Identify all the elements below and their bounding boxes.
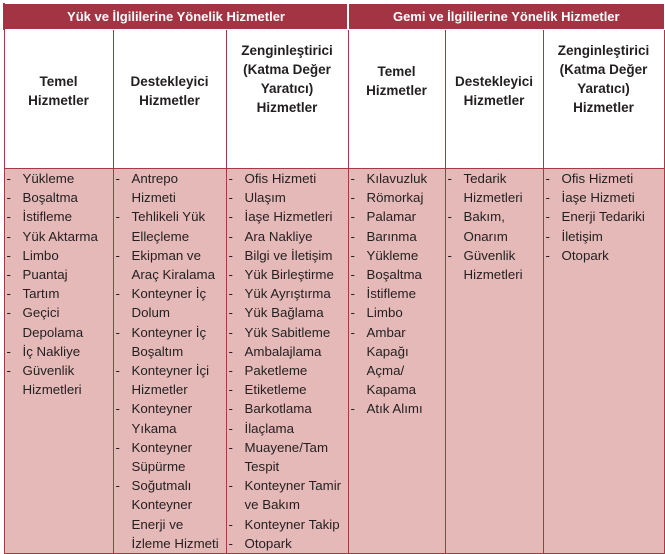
column-header	[4, 30, 113, 169]
list-item: - İstifleme	[349, 284, 445, 303]
column-header	[445, 30, 543, 169]
list-item: - Kılavuzluk	[349, 169, 445, 188]
list-item: - Enerji Tedariki	[544, 207, 664, 226]
header-line: Yaratıcı)	[260, 81, 314, 96]
list-item: - Otopark	[544, 246, 664, 265]
item-list	[227, 169, 348, 553]
list-item: - Ambalajlama	[227, 342, 348, 361]
column-header	[113, 30, 226, 169]
list-item: - Konteyner Yıkama	[114, 399, 226, 437]
list-item: - Bilgi ve İletişim	[227, 246, 348, 265]
list-item: - Yükleme	[349, 246, 445, 265]
header-line: Hizmetler	[573, 100, 634, 115]
list-item: - Yük Sabitleme	[227, 323, 348, 342]
list-item: - Güvenlik Hizmetleri	[446, 246, 543, 284]
column-header	[543, 30, 664, 169]
list-item: - Limbo	[5, 246, 113, 265]
list-item: - Konteyner Süpürme	[114, 438, 226, 476]
items-cell	[445, 169, 543, 554]
list-item: - Ofis Hizmeti	[227, 169, 348, 188]
list-item: - Puantaj	[5, 265, 113, 284]
list-item: - Yük Birleştirme	[227, 265, 348, 284]
list-item: - İlaçlama	[227, 419, 348, 438]
list-item: - Konteyner Tamir ve Bakım	[227, 476, 348, 514]
list-item: - Yükleme	[5, 169, 113, 188]
list-item: - Konteyner Takip	[227, 515, 348, 534]
list-item: - Ofis Hizmeti	[544, 169, 664, 188]
group-header-row	[4, 4, 664, 30]
list-item: - Soğutmalı Konteyner Enerji ve İzleme Hizmeti	[114, 476, 226, 553]
list-item: - Etiketleme	[227, 380, 348, 399]
item-list	[446, 169, 543, 284]
list-item: - Ara Nakliye	[227, 227, 348, 246]
header-line: Hizmetler	[463, 93, 525, 108]
item-list	[114, 169, 226, 553]
item-list	[544, 169, 664, 265]
header-line: Temel	[39, 74, 78, 89]
list-item: - Konteyner İçi Hizmetler	[114, 361, 226, 399]
header-line: Hizmetler	[28, 93, 89, 108]
list-item: - Otopark	[227, 534, 348, 553]
list-item: - Antrepo Hizmeti	[114, 169, 226, 207]
column-header	[348, 30, 445, 169]
header-line: Destekleyici	[130, 74, 209, 89]
list-item: - Ulaşım	[227, 188, 348, 207]
column-header-row	[4, 30, 664, 169]
item-list	[349, 169, 445, 419]
list-item: - Tedarik Hizmetleri	[446, 169, 543, 207]
list-item: - Tehlikeli Yük Elleçleme	[114, 207, 226, 245]
list-item: - İletişim	[544, 227, 664, 246]
list-item: - Bakım, Onarım	[446, 207, 543, 245]
header-line: Zenginleştirici	[557, 43, 650, 58]
items-cell	[113, 169, 226, 554]
items-cell	[226, 169, 348, 554]
list-item: - Barınma	[349, 227, 445, 246]
list-item: - Tartım	[5, 284, 113, 303]
header-line: Hizmetler	[139, 93, 200, 108]
list-item: - Konteyner İç Boşaltım	[114, 323, 226, 361]
list-item: - Yük Ayrıştırma	[227, 284, 348, 303]
header-line: Zenginleştirici	[241, 43, 333, 58]
column-header	[226, 30, 348, 169]
list-item: - Yük Bağlama	[227, 303, 348, 322]
list-item: - Ambar Kapağı Açma/ Kapama	[349, 323, 445, 400]
item-list	[5, 169, 113, 399]
list-item: - Palamar	[349, 207, 445, 226]
header-line: Yaratıcı)	[577, 81, 630, 96]
header-line: Destekleyici	[454, 74, 534, 89]
list-item: - İaşe Hizmeti	[544, 188, 664, 207]
items-row	[4, 169, 664, 554]
list-item: - Boşaltma	[5, 188, 113, 207]
list-item: - Muayene/Tam Tespit	[227, 438, 348, 476]
group-title-ship: Gemi ve İlgililerine Yönelik Hizmetler	[348, 4, 664, 30]
list-item: - Limbo	[349, 303, 445, 322]
services-table-container	[3, 3, 663, 551]
list-item: - İç Nakliye	[5, 342, 113, 361]
items-cell	[348, 169, 445, 554]
list-item: - Boşaltma	[349, 265, 445, 284]
list-item: - İstifleme	[5, 207, 113, 226]
services-table	[3, 3, 665, 554]
list-item: - Konteyner İç Dolum	[114, 284, 226, 322]
list-item: - İaşe Hizmetleri	[227, 207, 348, 226]
list-item: - Yük Aktarma	[5, 227, 113, 246]
list-item: - Geçici Depolama	[5, 303, 113, 341]
list-item: - Atık Alımı	[349, 399, 445, 418]
list-item: - Römorkaj	[349, 188, 445, 207]
list-item: - Güvenlik Hizmetleri	[5, 361, 113, 399]
items-cell	[4, 169, 113, 554]
items-cell	[543, 169, 664, 554]
list-item: - Ekipman ve Araç Kiralama	[114, 246, 226, 284]
header-line: Temel	[377, 64, 416, 79]
header-line: Hizmetler	[256, 100, 318, 115]
list-item: - Paketleme	[227, 361, 348, 380]
header-line: (Katma Değer	[243, 62, 331, 77]
header-line: (Katma Değer	[559, 62, 648, 77]
group-title-cargo: Yük ve İlgililerine Yönelik Hizmetler	[4, 4, 348, 30]
list-item: - Barkotlama	[227, 399, 348, 418]
header-line: Hizmetler	[366, 83, 427, 98]
